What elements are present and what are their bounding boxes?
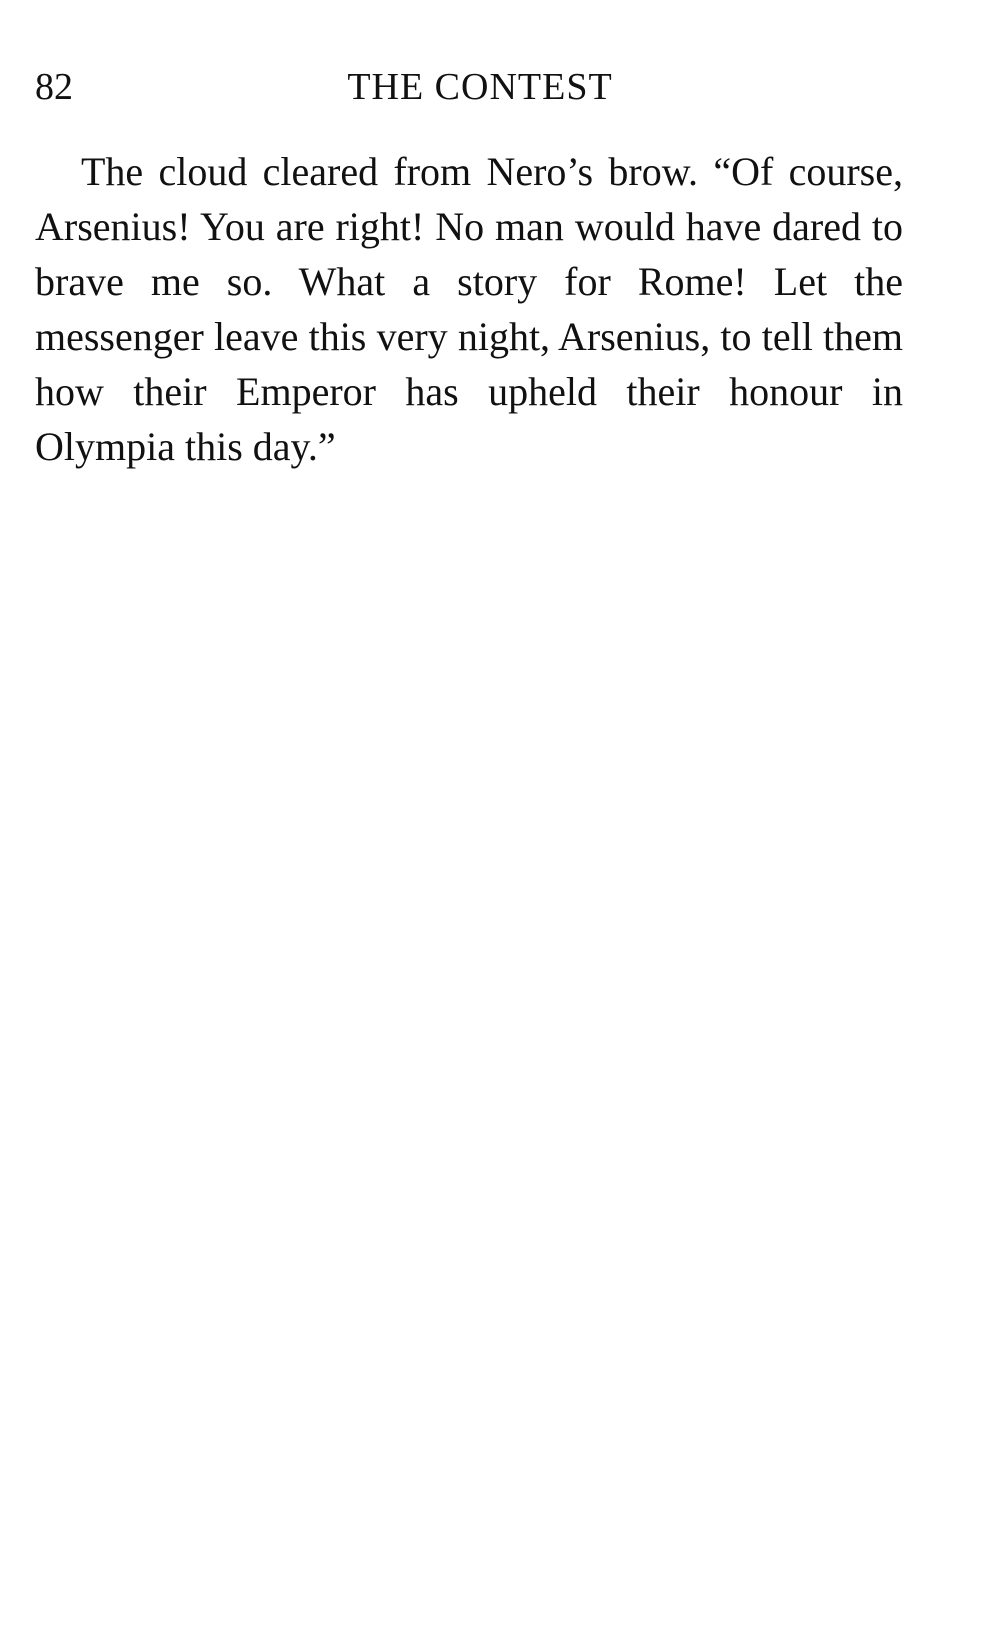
body-paragraph: The cloud cleared from Nero’s brow. “Of course, Arsenius! You are right! No man would have dared to brave me so. What a story for Rome! Let the messenger leave this very night, Arsenius, to tell them how their Emperor has upheld their honour in Olympia this day.” xyxy=(35,149,903,469)
running-title: THE CONTEST xyxy=(347,66,613,108)
page-number: 82 xyxy=(35,66,73,108)
running-header xyxy=(35,62,905,112)
